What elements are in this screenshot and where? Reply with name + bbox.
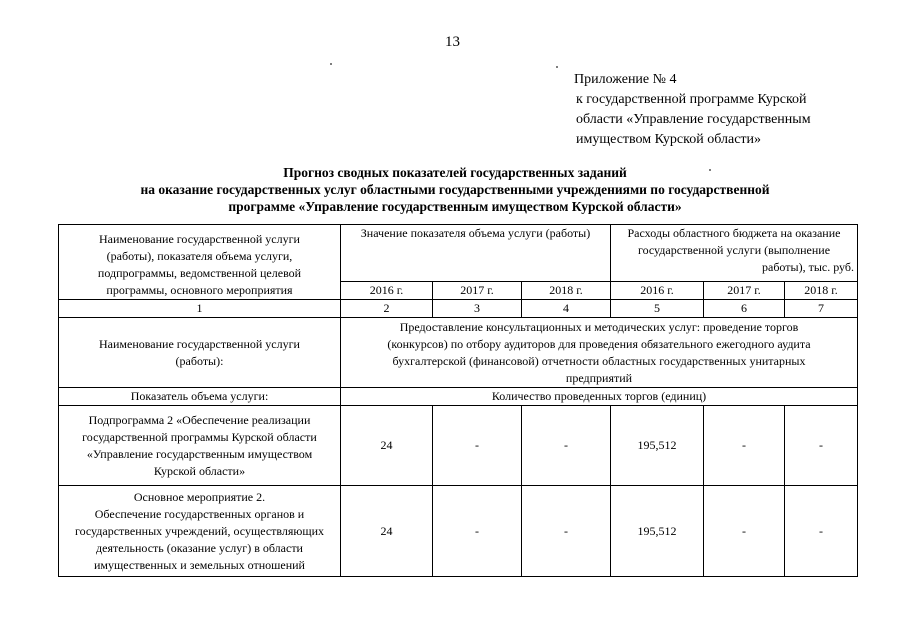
header-volume-group: Значение показателя объема услуги (работы)	[341, 225, 611, 282]
service-description-line: Предоставление консультационных и методических услуг: проведение торгов	[399, 319, 799, 334]
header-name-cell	[59, 225, 341, 300]
value-cell: 195,512	[611, 406, 704, 486]
scan-speck	[709, 169, 711, 171]
row-name-line: «Управление государственным имуществом	[86, 446, 313, 461]
appendix-block	[566, 70, 866, 150]
column-number-cell: 1	[59, 300, 341, 318]
header-year-cell: 2016 г.	[611, 282, 704, 300]
row-name-line: Курской области»	[153, 463, 246, 478]
row-name-line: Подпрограмма 2 «Обеспечение реализации	[88, 412, 311, 427]
service-label-cell	[59, 318, 341, 388]
column-number-cell: 2	[341, 300, 433, 318]
row-name-line: Обеспечение государственных органов и	[94, 506, 305, 521]
value-cell: -	[522, 406, 611, 486]
title-line: на оказание государственных услуг областными государственными учреждениями по государственной	[140, 182, 770, 197]
value-cell: -	[522, 486, 611, 577]
appendix-line: к государственной программе Курской	[576, 92, 807, 107]
value-cell: -	[704, 486, 785, 577]
page-number: 13	[445, 34, 460, 50]
appendix-title: Приложение № 4	[574, 72, 677, 87]
value-cell: -	[785, 406, 858, 486]
appendix-line: области «Управление государственным	[576, 112, 811, 127]
main-activity-name-cell	[59, 486, 341, 577]
header-year-cell: 2018 г.	[785, 282, 858, 300]
document-title	[60, 164, 850, 215]
title-line: Прогноз сводных показателей государственных заданий	[283, 165, 627, 180]
row-name-line: государственных учреждений, осуществляющих	[74, 523, 325, 538]
header-name-line: подпрограммы, ведомственной целевой	[97, 266, 302, 280]
header-year-cell: 2017 г.	[433, 282, 522, 300]
column-number-cell: 5	[611, 300, 704, 318]
subprogram-name-cell	[59, 406, 341, 486]
scan-speck	[330, 63, 332, 65]
indicator-value-cell: Количество проведенных торгов (единиц)	[341, 388, 858, 406]
header-budget-group	[611, 225, 858, 282]
header-budget-line: Расходы областного бюджета на оказание	[627, 226, 841, 240]
header-year-cell: 2018 г.	[522, 282, 611, 300]
column-number-cell: 4	[522, 300, 611, 318]
column-number-cell: 6	[704, 300, 785, 318]
header-year-cell: 2016 г.	[341, 282, 433, 300]
value-cell: -	[785, 486, 858, 577]
scan-speck	[556, 66, 558, 68]
service-description-cell	[341, 318, 858, 388]
title-line: программе «Управление государственным имуществом Курской области»	[228, 199, 682, 214]
service-description-line: бухгалтерской (финансовой) отчетности областных государственных унитарных	[392, 353, 806, 368]
row-name-line: имущественных и земельных отношений	[94, 557, 305, 572]
service-label-line: (работы):	[175, 353, 224, 368]
service-description-line: (конкурсов) по отбору аудиторов для проведения обязательного ежегодного аудита	[387, 336, 811, 351]
row-name-line: государственной программы Курской области	[82, 429, 317, 444]
column-number-cell: 3	[433, 300, 522, 318]
header-year-cell: 2017 г.	[704, 282, 785, 300]
value-cell: -	[704, 406, 785, 486]
value-cell: -	[433, 486, 522, 577]
header-budget-line: государственной услуги (выполнение	[637, 243, 831, 257]
value-cell: 195,512	[611, 486, 704, 577]
column-number-cell: 7	[785, 300, 858, 318]
header-name-line: программы, основного мероприятия	[106, 283, 293, 297]
header-name-line: (работы), показателя объема услуги,	[106, 249, 293, 263]
indicator-label-cell: Показатель объема услуги:	[59, 388, 341, 406]
indicators-table	[58, 224, 858, 577]
appendix-line: имуществом Курской области»	[576, 132, 762, 147]
header-name-line: Наименование государственной услуги	[99, 232, 300, 246]
value-cell: 24	[341, 406, 433, 486]
service-description-line: предприятий	[565, 370, 633, 385]
row-name-line: Основное мероприятие 2.	[133, 489, 266, 504]
row-name-line: деятельность (оказание услуг) в области	[96, 540, 303, 555]
header-budget-line: работы), тыс. руб.	[762, 260, 854, 274]
service-label-line: Наименование государственной услуги	[99, 336, 300, 351]
value-cell: -	[433, 406, 522, 486]
value-cell: 24	[341, 486, 433, 577]
